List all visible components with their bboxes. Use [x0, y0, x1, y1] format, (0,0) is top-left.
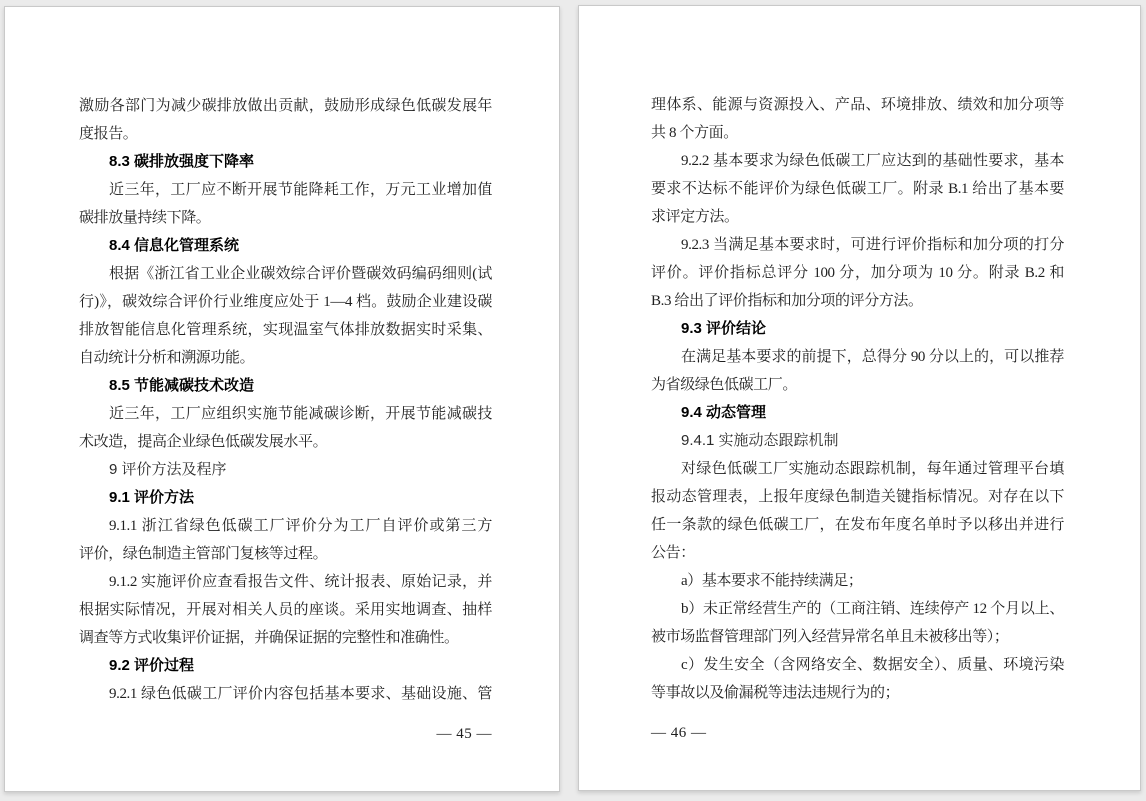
text-line: 近三年，工厂应不断开展节能降耗工作，万元工业增加值 — [109, 182, 492, 198]
text-line: 为省级绿色低碳工厂。 — [651, 377, 798, 393]
heading-line: 9.4.1 实施动态跟踪机制 — [681, 432, 839, 449]
text-line: 9.1.1 浙江省绿色低碳工厂评价分为工厂自评价或第三方 — [109, 518, 492, 534]
text-line: 理体系、能源与资源投入、产品、环境排放、绩效和加分项等 — [651, 97, 1064, 113]
text-line: c）发生安全（含网络安全、数据安全）、质量、环境污染 — [681, 657, 1064, 673]
text-line: 评价，绿色制造主管部门复核等过程。 — [79, 546, 328, 562]
heading-line: 9 评价方法及程序 — [109, 461, 227, 478]
text-line: 激励各部门为减少碳排放做出贡献，鼓励形成绿色低碳发展年 — [79, 98, 492, 114]
text-line: 根据《浙江省工业企业碳效综合评价暨碳效码编码细则(试 — [109, 266, 492, 282]
text-line: 排放智能信息化管理系统，实现温室气体排放数据实时采集、 — [79, 322, 492, 338]
text-line: 在满足基本要求的前提下，总得分 90 分以上的，可以推荐 — [681, 349, 1064, 365]
text-line: 术改造，提高企业绿色低碳发展水平。 — [79, 434, 328, 450]
text-line: b）未正常经营生产的（工商注销、连续停产 12 个月以上、 — [681, 601, 1064, 617]
heading-line: 9.3 评价结论 — [681, 320, 767, 337]
text-line: 碳排放量持续下降。 — [79, 210, 211, 226]
text-line: 自动统计分析和溯源功能。 — [79, 350, 255, 366]
text-line: B.3 给出了评价指标和加分项的评分方法。 — [651, 293, 923, 309]
text-line: 公告： — [651, 545, 695, 561]
page-45-content — [79, 92, 492, 708]
document-page-left — [4, 6, 560, 792]
text-line: 行)》，碳效综合评价行业维度应处于 1—4 档。鼓励企业建设碳 — [79, 294, 492, 310]
heading-line: 8.3 碳排放强度下降率 — [109, 153, 255, 170]
text-line: 要求不达标不能评价为绿色低碳工厂。附录 B.1 给出了基本要 — [651, 181, 1064, 197]
text-line: 调查等方式收集评价证据，并确保证据的完整性和准确性。 — [79, 630, 459, 646]
text-line: 评价。评价指标总评分 100 分，加分项为 10 分。附录 B.2 和 — [651, 265, 1064, 281]
text-line: 9.2.3 当满足基本要求时，可进行评价指标和加分项的打分 — [681, 237, 1064, 253]
text-line: 9.1.2 实施评价应查看报告文件、统计报表、原始记录，并 — [109, 574, 492, 590]
text-line: 近三年，工厂应组织实施节能减碳诊断，开展节能减碳技 — [109, 406, 492, 422]
heading-line: 8.4 信息化管理系统 — [109, 237, 240, 254]
text-line: 等事故以及偷漏税等违法违规行为的； — [651, 685, 900, 701]
page-46-content — [651, 91, 1064, 707]
heading-line: 9.2 评价过程 — [109, 657, 195, 674]
text-line: 求评定方法。 — [651, 209, 739, 225]
text-line: 根据实际情况，开展对相关人员的座谈。采用实地调查、抽样 — [79, 602, 492, 618]
text-line: 9.2.1 绿色低碳工厂评价内容包括基本要求、基础设施、管 — [109, 686, 492, 702]
document-page-right — [578, 5, 1141, 791]
text-line: a）基本要求不能持续满足； — [681, 573, 863, 589]
text-line: 任一条款的绿色低碳工厂，在发布年度名单时予以移出并进行 — [651, 517, 1064, 533]
text-line: 度报告。 — [79, 126, 138, 142]
heading-line: 8.5 节能减碳技术改造 — [109, 377, 255, 394]
text-line: 共 8 个方面。 — [651, 125, 738, 141]
text-line: 9.2.2 基本要求为绿色低碳工厂应达到的基础性要求，基本 — [681, 153, 1064, 169]
text-line: 报动态管理表，上报年度绿色制造关键指标情况。对存在以下 — [651, 489, 1064, 505]
page-number-46: — 46 — — [651, 725, 707, 741]
page-number-45: — 45 — — [436, 726, 492, 742]
heading-line: 9.4 动态管理 — [681, 404, 767, 421]
text-line: 对绿色低碳工厂实施动态跟踪机制，每年通过管理平台填 — [681, 461, 1064, 477]
heading-line: 9.1 评价方法 — [109, 489, 195, 506]
text-line: 被市场监督管理部门列入经营异常名单且未被移出等）； — [651, 629, 1009, 645]
